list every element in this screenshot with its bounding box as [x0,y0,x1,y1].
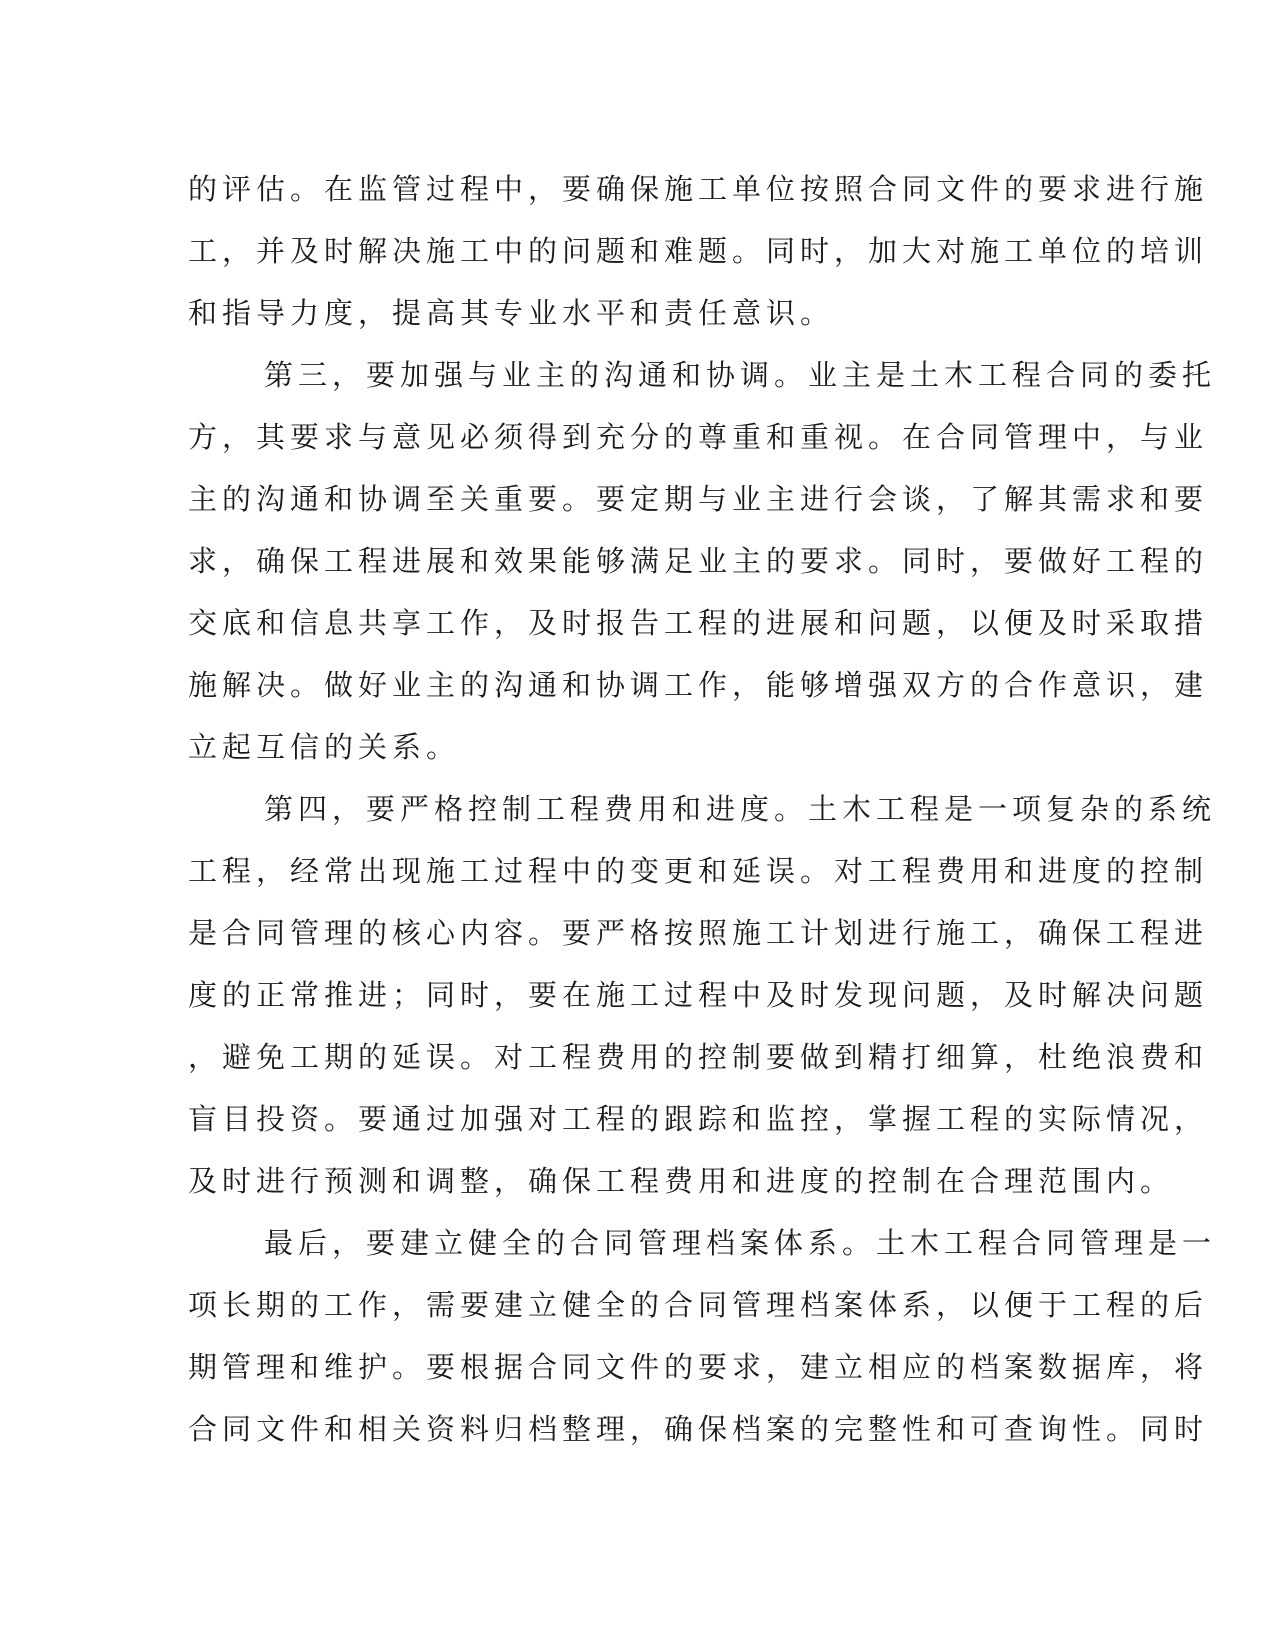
paragraph-4 [188,1212,1217,1460]
text-line: 盲目投资。要通过加强对工程的跟踪和监控，掌握工程的实际情况， [188,1102,1209,1136]
text-line: 第三，要加强与业主的沟通和协调。业主是土木工程合同的委托 [264,358,1217,392]
text-line: 施解决。做好业主的沟通和协调工作，能够增强双方的合作意识，建 [188,668,1209,702]
text-line: 工程，经常出现施工过程中的变更和延误。对工程费用和进度的控制 [188,854,1209,888]
text-line: 最后，要建立健全的合同管理档案体系。土木工程合同管理是一 [264,1226,1217,1260]
text-line: 是合同管理的核心内容。要严格按照施工计划进行施工，确保工程进 [188,916,1209,950]
paragraph-3 [188,778,1217,1212]
text-line: 交底和信息共享工作，及时报告工程的进展和问题，以便及时采取措 [188,606,1209,640]
document-body [188,158,1217,1460]
text-line: 方，其要求与意见必须得到充分的尊重和重视。在合同管理中，与业 [188,420,1209,454]
text-line: 工，并及时解决施工中的问题和难题。同时，加大对施工单位的培训 [188,234,1209,268]
text-line: 第四，要严格控制工程费用和进度。土木工程是一项复杂的系统 [264,792,1217,826]
text-line: 度的正常推进；同时，要在施工过程中及时发现问题，及时解决问题 [188,978,1209,1012]
text-line: 合同文件和相关资料归档整理，确保档案的完整性和可查询性。同时 [188,1412,1209,1446]
text-line: 主的沟通和协调至关重要。要定期与业主进行会谈，了解其需求和要 [188,482,1209,516]
text-line: 立起互信的关系。 [188,730,461,764]
paragraph-1 [188,158,1209,344]
text-line: 及时进行预测和调整，确保工程费用和进度的控制在合理范围内。 [188,1164,1175,1198]
text-line: 项长期的工作，需要建立健全的合同管理档案体系，以便于工程的后 [188,1288,1209,1322]
text-line: 求，确保工程进展和效果能够满足业主的要求。同时，要做好工程的 [188,544,1209,578]
text-line: 期管理和维护。要根据合同文件的要求，建立相应的档案数据库，将 [188,1350,1209,1384]
text-line: ，避免工期的延误。对工程费用的控制要做到精打细算，杜绝浪费和 [188,1040,1209,1074]
paragraph-2 [188,344,1217,778]
text-line: 的评估。在监管过程中，要确保施工单位按照合同文件的要求进行施 [188,172,1209,206]
text-line: 和指导力度，提高其专业水平和责任意识。 [188,296,835,330]
